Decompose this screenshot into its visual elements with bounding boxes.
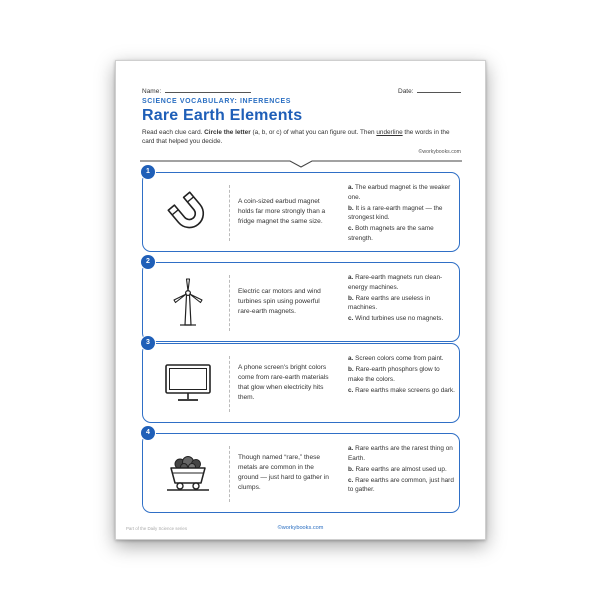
credit-top: ©workybooks.com bbox=[418, 149, 461, 155]
monitor-icon bbox=[155, 356, 221, 410]
card-separator bbox=[229, 275, 230, 331]
option-letter: b. bbox=[348, 366, 354, 374]
option-c[interactable] bbox=[348, 476, 456, 495]
option-letter: c. bbox=[348, 225, 354, 233]
card-separator bbox=[229, 185, 230, 241]
clue-card-2 bbox=[142, 258, 460, 342]
card-separator bbox=[229, 446, 230, 502]
option-b[interactable] bbox=[348, 465, 456, 475]
option-letter: a. bbox=[348, 355, 354, 362]
header-divider bbox=[140, 155, 462, 169]
page-title: Rare Earth Elements bbox=[142, 107, 303, 124]
card-number-badge: 1 bbox=[140, 164, 156, 180]
option-c[interactable] bbox=[348, 224, 456, 243]
option-letter: a. bbox=[348, 445, 354, 452]
date-line bbox=[398, 86, 461, 95]
instructions-part-3: the words in the card that helped you decide. bbox=[142, 129, 450, 145]
option-text: Both magnets are the same strength. bbox=[348, 225, 434, 242]
clue-card-3 bbox=[142, 339, 460, 423]
option-letter: b. bbox=[348, 204, 354, 212]
option-text: Rare earths are common, just hard to gather. bbox=[348, 476, 454, 494]
clue-card-1 bbox=[142, 168, 460, 252]
option-text: Wind turbines use no magnets. bbox=[355, 315, 444, 323]
answer-options bbox=[348, 273, 456, 325]
answer-options bbox=[348, 183, 456, 245]
section-kicker: SCIENCE VOCABULARY: INFERENCES bbox=[142, 98, 292, 105]
wind-turbine-icon bbox=[155, 275, 221, 329]
date-blank bbox=[417, 86, 461, 93]
option-letter: c. bbox=[348, 315, 354, 323]
mine-cart-icon bbox=[155, 446, 221, 500]
clue-text-content: A coin-sized earbud magnet holds far more strongly than a fridge magnet the same size. bbox=[238, 198, 326, 225]
name-label: Name: bbox=[142, 88, 162, 95]
option-c[interactable] bbox=[348, 386, 456, 396]
answer-options bbox=[348, 354, 456, 397]
clue-text bbox=[238, 263, 333, 341]
option-letter: b. bbox=[348, 465, 354, 473]
option-text: Rare earths are useless in machines. bbox=[348, 294, 431, 312]
footer-site-link[interactable]: ©workybooks.com bbox=[277, 525, 324, 531]
option-letter: b. bbox=[348, 294, 354, 302]
option-text: Screen colors come from paint. bbox=[355, 355, 444, 362]
option-letter: a. bbox=[348, 184, 354, 191]
instructions-underline: underline bbox=[376, 129, 403, 136]
option-b[interactable] bbox=[348, 365, 456, 384]
option-text: Rare earths are the rarest thing on Earth. bbox=[348, 445, 453, 462]
option-b[interactable] bbox=[348, 204, 456, 223]
answer-options bbox=[348, 444, 456, 496]
card-number-badge: 2 bbox=[140, 254, 156, 270]
option-text: It is a rare-earth magnet — the strongest kind. bbox=[348, 204, 443, 222]
option-text: The earbud magnet is the weaker one. bbox=[348, 184, 451, 201]
instructions-part-2: (a, b, or c) of what you can figure out. Then bbox=[250, 129, 377, 136]
clue-text-content: Electric car motors and wind turbines spin using powerful rare-earth magnets. bbox=[238, 288, 321, 315]
clue-text bbox=[238, 173, 333, 251]
option-b[interactable] bbox=[348, 294, 456, 313]
name-line bbox=[142, 86, 251, 95]
option-a[interactable] bbox=[348, 444, 456, 463]
clue-text bbox=[238, 434, 333, 512]
option-letter: a. bbox=[348, 274, 354, 281]
instructions-part-1: Read each clue card. bbox=[142, 129, 205, 136]
instructions-bold: Circle the letter bbox=[204, 129, 251, 136]
card-number-badge: 3 bbox=[140, 335, 156, 351]
option-text: Rare-earth phosphors glow to make the colors. bbox=[348, 366, 440, 383]
option-a[interactable] bbox=[348, 354, 456, 364]
magnet-icon bbox=[155, 185, 221, 239]
option-a[interactable] bbox=[348, 273, 456, 292]
clue-text-content: A phone screen's bright colors come from rare-earth materials that glow when electricity hits them. bbox=[238, 364, 329, 401]
name-blank bbox=[165, 86, 251, 93]
card-separator bbox=[229, 356, 230, 412]
option-letter: c. bbox=[348, 386, 354, 394]
clue-text bbox=[238, 344, 333, 422]
worksheet-page bbox=[115, 60, 486, 540]
clue-card-4 bbox=[142, 429, 460, 513]
option-a[interactable] bbox=[348, 183, 456, 202]
option-text: Rare-earth magnets run clean-energy machines. bbox=[348, 274, 443, 291]
instructions bbox=[142, 128, 462, 146]
option-letter: c. bbox=[348, 476, 354, 484]
option-c[interactable] bbox=[348, 314, 456, 324]
option-text: Rare earths make screens go dark. bbox=[355, 386, 455, 394]
clue-text-content: Though named “rare,” these metals are common in the ground — just hard to gather in clumps. bbox=[238, 454, 329, 491]
option-text: Rare earths are almost used up. bbox=[355, 465, 447, 473]
card-number-badge: 4 bbox=[140, 425, 156, 441]
date-label: Date: bbox=[398, 88, 414, 95]
series-note: Part of the Daily Science series bbox=[126, 526, 188, 531]
